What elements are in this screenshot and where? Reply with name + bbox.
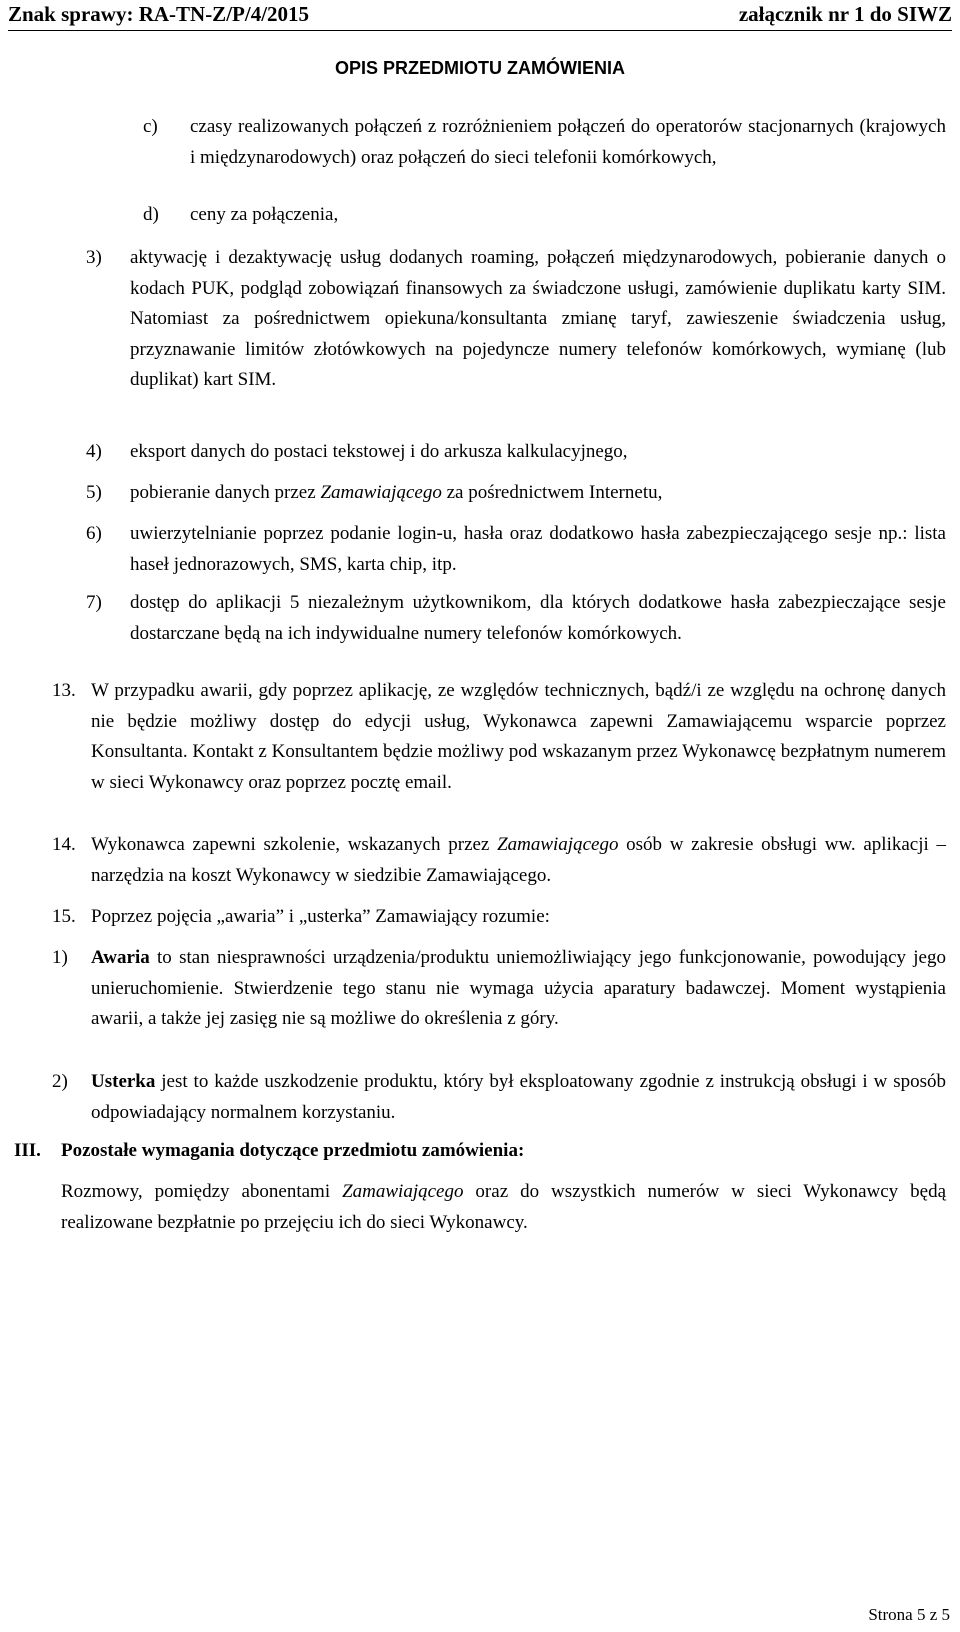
case-number: Znak sprawy: RA-TN-Z/P/4/2015 — [8, 2, 310, 26]
text-run: Wykonawca zapewni szkolenie, wskazanych przez — [91, 834, 498, 855]
paragraph-15 — [52, 902, 946, 933]
list-item-3 — [86, 243, 946, 396]
section-number: III. — [14, 1140, 41, 1161]
list-marker: 5) — [86, 482, 102, 503]
list-item-text: czasy realizowanych połączeń z rozróżnieniem połączeń do operatorów stacjonarnych (krajowych i międzynarodowych) oraz połączeń do sieci telefonii komórkowych, — [190, 116, 946, 168]
list-item-text: ceny za połączenia, — [190, 204, 339, 225]
list-marker: d) — [143, 204, 159, 225]
section-body-text — [61, 1177, 946, 1238]
emphasis-zamawiajacego: Zamawiającego — [342, 1181, 464, 1202]
text-run: za pośrednictwem Internetu, — [441, 482, 663, 503]
paragraph-text: W przypadku awarii, gdy poprzez aplikację, ze względów technicznych, bądź/i ze względu na ochronę danych nie będzie możliwy dostęp do edycji usług, Wykonawca zapewni Zamawiającemu wsparcie poprzez Konsultanta. Kontakt z Konsultantem będzie możliwy pod wskazanym przez Wykonawcę bezpłatnym numerem w sieci Wykonawcy oraz poprzez pocztę email. — [91, 680, 946, 793]
paragraph-number: 14. — [52, 834, 76, 855]
paragraph-text — [91, 830, 946, 891]
list-item-text — [130, 478, 946, 509]
list-marker: 3) — [86, 247, 102, 268]
text-run: jest to każde uszkodzenie produktu, który był eksploatowany zgodnie z instrukcją obsługi i w sposób odpowiadający normalnem korzystaniu. — [91, 1071, 946, 1123]
list-marker: 6) — [86, 523, 102, 544]
section-3-heading — [14, 1136, 946, 1167]
list-item-d — [143, 200, 946, 231]
emphasis-zamawiajacego: Zamawiającego — [320, 482, 442, 503]
text-run: Rozmowy, pomiędzy abonentami — [61, 1181, 343, 1202]
list-item-text: uwierzytelnianie poprzez podanie login-u, hasła oraz dodatkowo hasła zabezpieczającego sesje np.: lista haseł jednorazowych, SMS, karta chip, itp. — [130, 523, 946, 575]
list-item-text: dostęp do aplikacji 5 niezależnym użytkownikom, dla których dodatkowe hasła zabezpieczające sesje dostarczane będą na ich indywidualne numery telefonów komórkowych. — [130, 592, 946, 644]
paragraph-number: 13. — [52, 680, 76, 701]
list-item-4 — [86, 437, 946, 468]
list-item-5 — [86, 478, 946, 509]
text-run: osób w zakresie obsługi ww. aplikacji – narzędzia na koszt Wykonawcy w siedzibie Zamawiającego. — [91, 834, 946, 886]
list-marker: 7) — [86, 592, 102, 613]
section-3-body — [61, 1177, 946, 1238]
list-item-text: eksport danych do postaci tekstowej i do arkusza kalkulacyjnego, — [130, 441, 628, 462]
page-number: Strona 5 z 5 — [868, 1605, 950, 1624]
section-heading-text: Pozostałe wymagania dotyczące przedmiotu zamówienia: — [61, 1140, 525, 1161]
list-item-c — [143, 112, 946, 173]
paragraph-13 — [52, 676, 946, 798]
paragraph-number: 15. — [52, 906, 76, 927]
term-usterka: Usterka — [91, 1071, 156, 1092]
list-marker: c) — [143, 116, 158, 137]
list-item-6 — [86, 519, 946, 580]
paragraph-text: Poprzez pojęcia „awaria” i „usterka” Zamawiający rozumie: — [91, 906, 550, 927]
text-run: oraz do wszystkich numerów w sieci Wykonawcy będą realizowane bezpłatnie po przejęciu ich do sieci Wykonawcy. — [61, 1181, 947, 1233]
definition-text — [91, 943, 946, 1035]
list-marker: 4) — [86, 441, 102, 462]
text-run: to stan niesprawności urządzenia/produktu uniemożliwiający jego funkcjonowanie, powodujący jego unieruchomienie. Stwierdzenie tego stanu nie wymaga użycia aparatury badawczej. Moment wystąpienia awarii, a także jej zasięg nie są możliwe do określenia z góry. — [91, 947, 946, 1029]
document-title: OPIS PRZEDMIOTU ZAMÓWIENIA — [335, 58, 625, 78]
page-header — [8, 0, 952, 31]
term-awaria: Awaria — [91, 947, 150, 968]
list-item-text: aktywację i dezaktywację usług dodanych roaming, połączeń międzynarodowych, pobieranie danych o kodach PUK, podgląd zobowiązań finansowych za świadczone usługi, zamówienie duplikatu karty SIM. Natomiast za pośrednictwem opiekuna/konsultanta zmianę taryf, zawieszenie świadczenia usług, przyznawanie limitów złotówkowych na pojedyncze numery telefonów komórkowych, wymianę (lub duplikat) kart SIM. — [130, 247, 946, 390]
list-item-7 — [86, 588, 946, 649]
paragraph-14 — [52, 830, 946, 891]
definition-usterka — [52, 1067, 946, 1128]
definition-awaria — [52, 943, 946, 1035]
emphasis-zamawiajacego: Zamawiającego — [497, 834, 619, 855]
list-marker: 1) — [52, 947, 68, 968]
text-run: pobieranie danych przez — [130, 482, 321, 503]
list-marker: 2) — [52, 1071, 68, 1092]
attachment-label: załącznik nr 1 do SIWZ — [738, 2, 952, 26]
definition-text — [91, 1067, 946, 1128]
